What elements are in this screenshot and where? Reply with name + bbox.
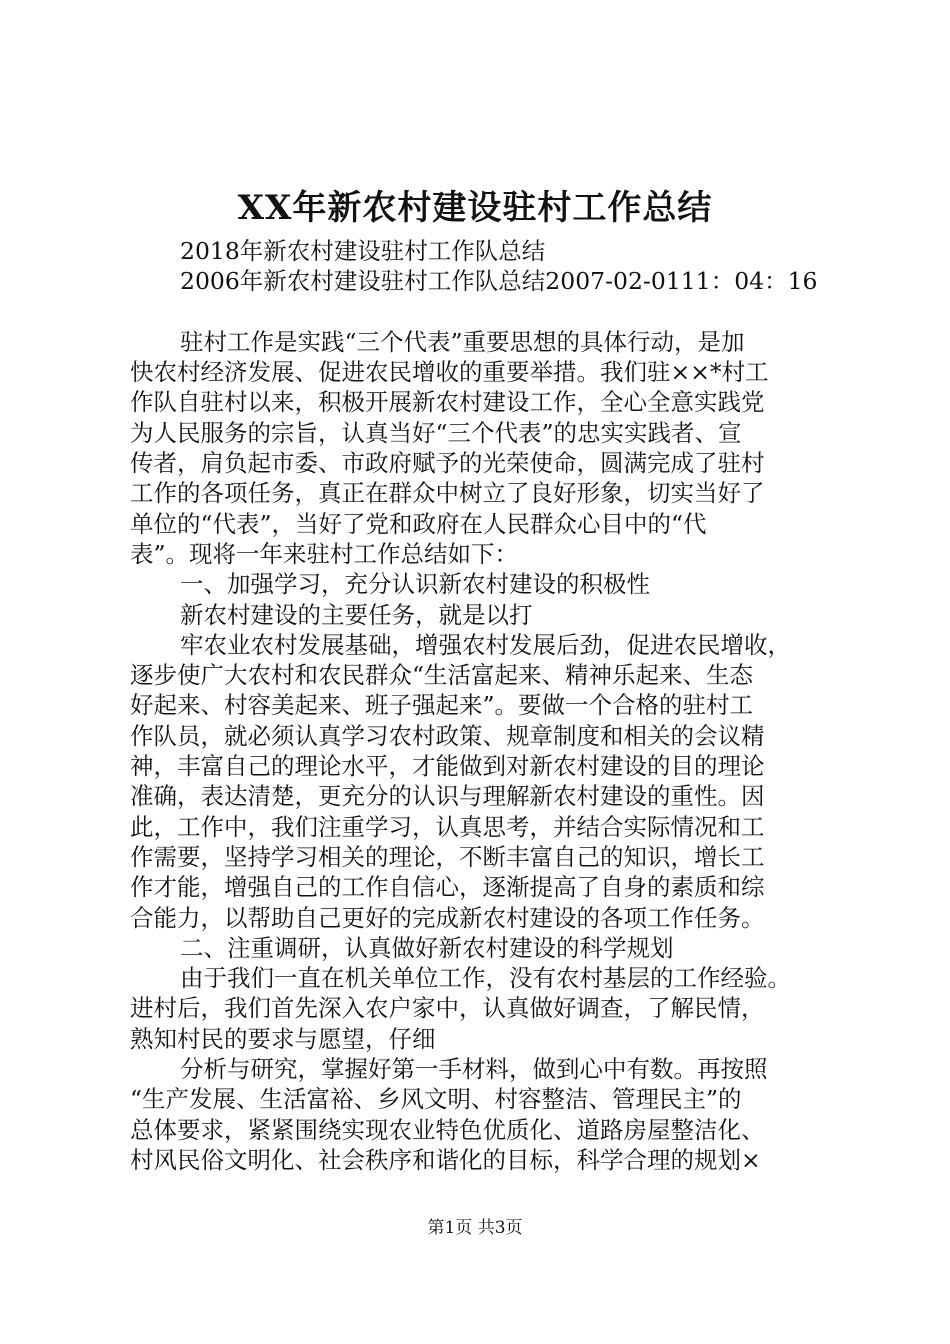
- page-footer: 第1页 共3页: [427, 1218, 523, 1238]
- body-line: 此，工作中，我们注重学习，认真思考，并结合实际情况和工: [130, 812, 765, 841]
- body-line: 逐步使广大农村和农民群众“生活富起来、精神乐起来、生态: [130, 661, 754, 690]
- body-line: 单位的“代表”，当好了党和政府在人民群众心目中的“代: [130, 509, 707, 538]
- body-line: 村风民俗文明化、社会秩序和谐化的目标，科学合理的规划×: [130, 1145, 761, 1174]
- body-line: 合能力，以帮助自己更好的完成新农村建设的各项工作任务。: [130, 903, 765, 932]
- body-line: 熟知村民的要求与愿望，仔细: [130, 1024, 436, 1053]
- body-line: 分析与研究，掌握好第一手材料，做到心中有数。再按照: [180, 1055, 768, 1084]
- body-line: 新农村建设的主要任务，就是以打: [180, 600, 533, 629]
- body-line: 神，丰富自己的理论水平，才能做到对新农村建设的目的理论: [130, 752, 765, 781]
- body-line: 准确，表达清楚，更充分的认识与理解新农村建设的重性。因: [130, 782, 765, 811]
- document-body: [130, 236, 840, 1175]
- body-line: 作需要，坚持学习相关的理论，不断丰富自己的知识，增长工: [130, 842, 765, 871]
- body-line: 进村后，我们首先深入农户家中，认真做好调查，了解民情，: [130, 994, 765, 1023]
- body-line: 驻村工作是实践“三个代表”重要思想的具体行动，是加: [180, 327, 745, 356]
- body-line: 由于我们一直在机关单位工作，没有农村基层的工作经验。: [180, 964, 791, 993]
- section-heading: 一、加强学习，充分认识新农村建设的积极性: [180, 570, 650, 599]
- subtitle-line: 2018年新农村建设驻村工作队总结: [180, 237, 546, 265]
- body-line: 工作的各项任务，真正在群众中树立了良好形象，切实当好了: [130, 479, 765, 508]
- body-line: 总体要求，紧紧围绕实现农业特色优质化、道路房屋整洁化、: [130, 1115, 765, 1144]
- section-heading: 二、注重调研，认真做好新农村建设的科学规划: [180, 933, 674, 962]
- subtitle-line: 2006年新农村建设驻村工作队总结2007-02-0111：04：16: [180, 267, 818, 296]
- body-line: “生产发展、生活富裕、乡风文明、村容整洁、管理民主”的: [130, 1085, 742, 1114]
- document-title: XX年新农村建设驻村工作总结: [237, 188, 713, 228]
- body-line: 作队自驻村以来，积极开展新农村建设工作，全心全意实践党: [130, 388, 765, 417]
- body-line: 表”。现将一年来驻村工作总结如下：: [130, 539, 519, 568]
- body-line: 传者，肩负起市委、市政府赋予的光荣使命，圆满完成了驻村: [130, 449, 765, 478]
- paragraph-gap: [130, 297, 840, 327]
- body-line: 快农村经济发展、促进农民增收的重要举措。我们驻××*村工: [130, 358, 769, 387]
- body-line: 为人民服务的宗旨，认真当好“三个代表”的忠实实践者、宣: [130, 418, 742, 447]
- body-line: 好起来、村容美起来、班子强起来”。要做一个合格的驻村工: [130, 691, 754, 720]
- body-line: 作才能，增强自己的工作自信心，逐渐提高了自身的素质和综: [130, 873, 765, 902]
- body-line: 作队员，就必须认真学习农村政策、规章制度和相关的会议精: [130, 721, 765, 750]
- body-line: 牢农业农村发展基础，增强农村发展后劲，促进农民增收，: [180, 630, 791, 659]
